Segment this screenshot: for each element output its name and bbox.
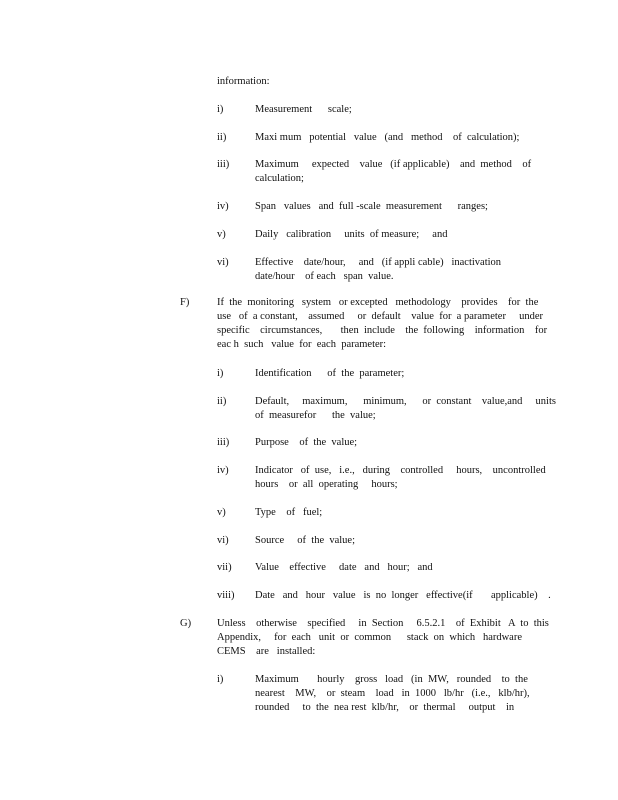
item-number: viii) (217, 590, 235, 601)
item-number: vii) (217, 562, 232, 573)
item-text: Maximum hourly gross load (in MW, rounded to the (255, 674, 528, 685)
item-text: Span values and full -scale measurement ranges; (255, 201, 488, 212)
section-text: Unless otherwise specified in Section 6.5.2.1 of Exhibit A to this (217, 618, 549, 629)
item-text: Default, maximum, minimum, or constant value,and units (255, 396, 556, 407)
item-text: Date and hour value is no longer effective(if applicable) . (255, 590, 551, 601)
item-text: Type of fuel; (255, 507, 323, 518)
item-number: v) (217, 229, 226, 240)
item-text: Identification of the parameter; (255, 368, 405, 379)
item-number: iii) (217, 159, 230, 170)
section-text: CEMS are installed: (217, 646, 316, 657)
item-number: i) (217, 368, 224, 379)
item-number: vi) (217, 257, 229, 268)
item-text: Indicator of use, i.e., during controlled hours, uncontrolled (255, 465, 546, 476)
item-text: Source of the value; (255, 535, 356, 546)
item-text: hours or all operating hours; (255, 479, 398, 490)
item-text: Daily calibration units of measure; and (255, 229, 448, 240)
item-text: Measurement scale; (255, 104, 352, 115)
item-text: Effective date/hour, and (if appli cable) inactivation (255, 257, 502, 268)
item-number: ii) (217, 396, 227, 407)
item-number: v) (217, 507, 226, 518)
section-text: use of a constant, assumed or default value for a parameter under (217, 311, 543, 322)
section-label: G) (180, 618, 192, 629)
item-text: of measurefor the value; (255, 410, 376, 421)
item-number: iii) (217, 437, 230, 448)
item-number: iv) (217, 201, 229, 212)
section-label: F) (180, 297, 190, 308)
section-text: eac h such value for each parameter: (217, 339, 387, 350)
item-number: i) (217, 104, 224, 115)
section-text: specific circumstances, then include the following information for (217, 325, 548, 336)
item-text: calculation; (255, 173, 304, 184)
item-text: Maxi mum potential value (and method of calculation); (255, 132, 520, 143)
item-number: iv) (217, 465, 229, 476)
item-number: ii) (217, 132, 227, 143)
item-text: nearest MW, or steam load in 1000 lb/hr (i.e., klb/hr), (255, 688, 530, 699)
item-text: Maximum expected value (if applicable) and method of (255, 159, 532, 170)
section-text: If the monitoring system or excepted methodology provides for the (217, 297, 539, 308)
item-text: Value effective date and hour; and (255, 562, 433, 573)
item-text: date/hour of each span value. (255, 271, 394, 282)
item-text: rounded to the nea rest klb/hr, or thermal output in (255, 702, 515, 713)
section-text: Appendix, for each unit or common stack on which hardware (217, 632, 523, 643)
intro-text: information: (217, 76, 270, 87)
item-number: i) (217, 674, 224, 685)
item-text: Purpose of the value; (255, 437, 358, 448)
item-number: vi) (217, 535, 229, 546)
